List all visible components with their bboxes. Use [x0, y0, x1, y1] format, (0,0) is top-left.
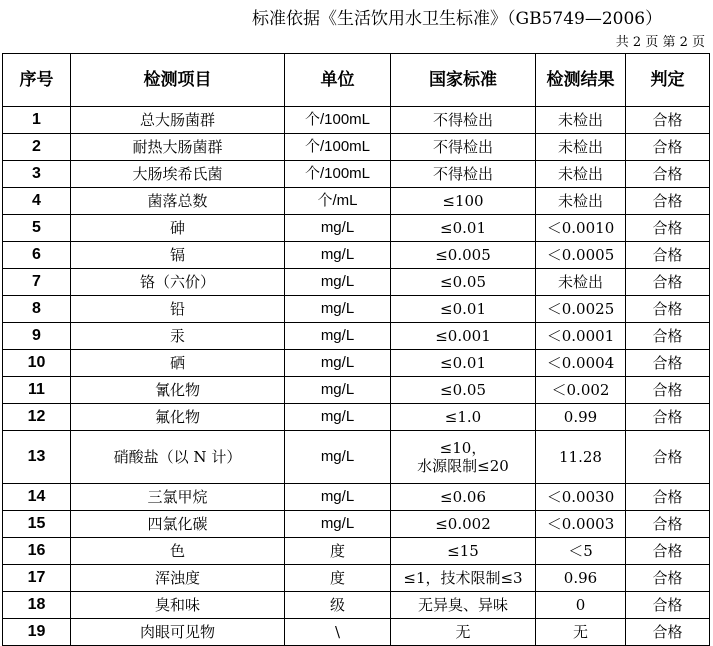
table-row [3, 134, 710, 161]
cell-item: 铅 [71, 296, 285, 323]
cell-no: 4 [3, 188, 71, 215]
cell-verdict: 合格 [626, 323, 710, 350]
document-title: 标准依据《生活饮用水卫生标准》（GB5749—2006） [252, 9, 663, 29]
cell-result: 11.28 [536, 431, 626, 484]
cell-standard: ≤1，技术限制≤3 [391, 565, 536, 592]
cell-no: 5 [3, 215, 71, 242]
table-row [3, 350, 710, 377]
cell-item: 总大肠菌群 [71, 107, 285, 134]
cell-unit: 度 [285, 565, 391, 592]
table-row [3, 484, 710, 511]
header-unit: 单位 [285, 54, 391, 107]
cell-result: ＜0.0004 [536, 350, 626, 377]
cell-result: 0 [536, 592, 626, 619]
header-no: 序号 [3, 54, 71, 107]
table-row [3, 431, 710, 484]
cell-standard: ≤0.06 [391, 484, 536, 511]
cell-item: 臭和味 [71, 592, 285, 619]
cell-standard: ≤0.01 [391, 350, 536, 377]
cell-standard [391, 431, 536, 484]
cell-standard: ≤1.0 [391, 404, 536, 431]
header-result: 检测结果 [536, 54, 626, 107]
cell-verdict: 合格 [626, 511, 710, 538]
cell-verdict: 合格 [626, 538, 710, 565]
cell-item: 肉眼可见物 [71, 619, 285, 646]
cell-unit: 级 [285, 592, 391, 619]
cell-unit: mg/L [285, 377, 391, 404]
cell-standard: ≤0.001 [391, 323, 536, 350]
cell-result: ＜5 [536, 538, 626, 565]
cell-verdict: 合格 [626, 107, 710, 134]
cell-standard: ≤0.002 [391, 511, 536, 538]
table-row [3, 592, 710, 619]
table-row [3, 511, 710, 538]
cell-verdict: 合格 [626, 188, 710, 215]
cell-verdict: 合格 [626, 619, 710, 646]
cell-result: ＜0.0001 [536, 323, 626, 350]
cell-verdict: 合格 [626, 592, 710, 619]
cell-result: ＜0.002 [536, 377, 626, 404]
cell-standard: ≤15 [391, 538, 536, 565]
cell-unit: mg/L [285, 431, 391, 484]
inspection-results-table [2, 53, 710, 646]
cell-unit: mg/L [285, 269, 391, 296]
cell-verdict: 合格 [626, 377, 710, 404]
cell-standard-line2: 水源限制≤20 [417, 457, 509, 475]
cell-standard: 无 [391, 619, 536, 646]
cell-no: 6 [3, 242, 71, 269]
cell-result: ＜0.0025 [536, 296, 626, 323]
cell-item: 四氯化碳 [71, 511, 285, 538]
cell-standard: ≤0.005 [391, 242, 536, 269]
table-header-row [3, 54, 710, 107]
cell-no: 13 [3, 431, 71, 484]
cell-no: 12 [3, 404, 71, 431]
cell-no: 16 [3, 538, 71, 565]
cell-item: 汞 [71, 323, 285, 350]
table-row [3, 565, 710, 592]
cell-verdict: 合格 [626, 242, 710, 269]
header-item: 检测项目 [71, 54, 285, 107]
cell-standard: ≤0.01 [391, 296, 536, 323]
cell-verdict: 合格 [626, 161, 710, 188]
cell-item: 浑浊度 [71, 565, 285, 592]
cell-no: 2 [3, 134, 71, 161]
cell-result: 无 [536, 619, 626, 646]
cell-item: 耐热大肠菌群 [71, 134, 285, 161]
cell-standard: 无异臭、异味 [391, 592, 536, 619]
page-indicator: 共 2 页 第 2 页 [615, 35, 705, 50]
cell-result: 未检出 [536, 188, 626, 215]
cell-result: ＜0.0005 [536, 242, 626, 269]
cell-standard: ≤100 [391, 188, 536, 215]
cell-item: 菌落总数 [71, 188, 285, 215]
cell-result: ＜0.0003 [536, 511, 626, 538]
cell-verdict: 合格 [626, 215, 710, 242]
cell-verdict: 合格 [626, 484, 710, 511]
cell-standard-line1: ≤10， [439, 439, 487, 457]
cell-item: 大肠埃希氏菌 [71, 161, 285, 188]
cell-standard: 不得检出 [391, 161, 536, 188]
cell-result: ＜0.0010 [536, 215, 626, 242]
cell-result: 0.99 [536, 404, 626, 431]
cell-verdict: 合格 [626, 431, 710, 484]
cell-standard: ≤0.05 [391, 269, 536, 296]
cell-standard: 不得检出 [391, 134, 536, 161]
table-row [3, 323, 710, 350]
cell-unit: 个/100mL [285, 107, 391, 134]
cell-standard: 不得检出 [391, 107, 536, 134]
cell-verdict: 合格 [626, 296, 710, 323]
cell-item: 硝酸盐（以 N 计） [71, 431, 285, 484]
table-row [3, 269, 710, 296]
cell-verdict: 合格 [626, 404, 710, 431]
cell-verdict: 合格 [626, 269, 710, 296]
table-row [3, 619, 710, 646]
cell-unit: mg/L [285, 323, 391, 350]
cell-no: 11 [3, 377, 71, 404]
cell-no: 14 [3, 484, 71, 511]
cell-item: 铬（六价） [71, 269, 285, 296]
cell-unit: 个/100mL [285, 134, 391, 161]
cell-no: 17 [3, 565, 71, 592]
cell-item: 砷 [71, 215, 285, 242]
cell-unit: mg/L [285, 215, 391, 242]
cell-result: 未检出 [536, 269, 626, 296]
cell-standard: ≤0.05 [391, 377, 536, 404]
cell-result: 未检出 [536, 161, 626, 188]
cell-unit: mg/L [285, 242, 391, 269]
cell-item: 硒 [71, 350, 285, 377]
cell-no: 7 [3, 269, 71, 296]
cell-item: 氰化物 [71, 377, 285, 404]
table-row [3, 296, 710, 323]
cell-no: 3 [3, 161, 71, 188]
cell-unit: mg/L [285, 511, 391, 538]
cell-result: 未检出 [536, 134, 626, 161]
cell-unit: 个/100mL [285, 161, 391, 188]
header-standard: 国家标准 [391, 54, 536, 107]
cell-item: 氟化物 [71, 404, 285, 431]
cell-result: 0.96 [536, 565, 626, 592]
cell-standard: ≤0.01 [391, 215, 536, 242]
cell-verdict: 合格 [626, 350, 710, 377]
cell-unit: mg/L [285, 484, 391, 511]
cell-unit: mg/L [285, 296, 391, 323]
table-row [3, 242, 710, 269]
table-row [3, 161, 710, 188]
cell-verdict: 合格 [626, 565, 710, 592]
cell-item: 镉 [71, 242, 285, 269]
table-row [3, 538, 710, 565]
cell-no: 15 [3, 511, 71, 538]
table-row [3, 377, 710, 404]
cell-unit: 个/mL [285, 188, 391, 215]
cell-unit: mg/L [285, 404, 391, 431]
cell-no: 1 [3, 107, 71, 134]
table-row [3, 215, 710, 242]
cell-no: 19 [3, 619, 71, 646]
table-row [3, 188, 710, 215]
cell-no: 10 [3, 350, 71, 377]
header-verdict: 判定 [626, 54, 710, 107]
cell-unit: mg/L [285, 350, 391, 377]
cell-item: 三氯甲烷 [71, 484, 285, 511]
table-row [3, 404, 710, 431]
cell-no: 18 [3, 592, 71, 619]
cell-result: ＜0.0030 [536, 484, 626, 511]
cell-no: 9 [3, 323, 71, 350]
cell-unit: 度 [285, 538, 391, 565]
table-row [3, 107, 710, 134]
cell-verdict: 合格 [626, 134, 710, 161]
cell-unit: \ [285, 619, 391, 646]
cell-item: 色 [71, 538, 285, 565]
cell-result: 未检出 [536, 107, 626, 134]
cell-no: 8 [3, 296, 71, 323]
